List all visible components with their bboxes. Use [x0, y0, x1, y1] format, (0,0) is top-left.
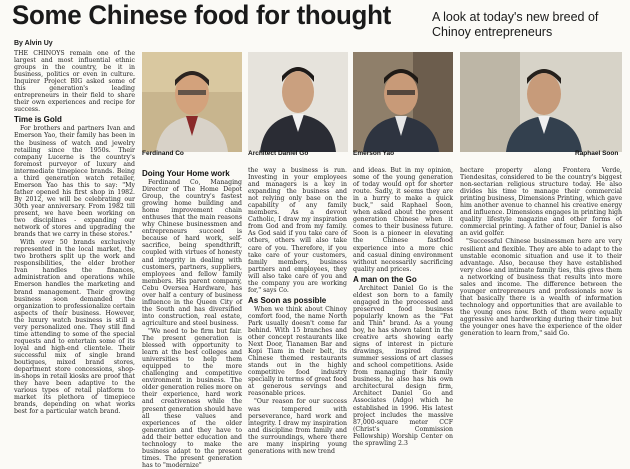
paragraph: With over 50 brands exclusively represented in the local market, the two brothers split up the work and responsibilities, the elder brother Ivan handles the finances, administration and operations while Emerson handles the marketing and brand management. Their growing business soon demanded the organization to professionalize certain aspects of their business. However, the luxury watch business is still a very personalized one. They still find time attending to some of the special requests and to entertain some of its loyal and high-end clientele. Their successful mix of single brand boutiques, mixed brand stores, department store concessions, shop-in-shops in retail kiosks are proof that they have been adaptive to the various types of retail platform to market its plethora of timepiece brands, depending on what works best for a particular watch brand. — [14, 239, 135, 416]
section-heading-man-on-the-go: A man on the Go — [353, 274, 417, 284]
caption-emerson-yao: Emerson Yao — [353, 150, 395, 157]
paragraph: Ferdinand Co, Managing Director of The Home Depot Group, the country's fastest growing home building and home improvement chain enthuses that the main reasons why Chinese businessmen and entrepreneurs succeed is because of hard work, self-sacrifice, being spendthrift, coupled with virtues of honesty and integrity in dealing with customers, partners, suppliers, employees and fellow family members. His parent company, Cebu Oversea Hardware, has over half a century of business influence in the Queen City of the South and has diversified into construction, real estate, agriculture and steel business. — [142, 179, 242, 327]
caption-ferdinand-co: Ferdinand Co — [142, 150, 184, 157]
article-column-2 — [142, 167, 242, 469]
paragraph: "Successful Chinese businessmen here are very resilient and flexible. They are able to adapt to the unstable economic situation and use it to their advantage. Also, because they have established very close and intimate family ties, this gives them a networking of business that results into more sales and income. The difference between the younger entrepreneurs and professionals now is that basically there is a wealth of information technology and opportunities that are available to the young ones now. Both of them were equally aggressive and hardworking during their time but the younger ones have the experience of the older generation to learn from," said Go. — [460, 238, 622, 338]
caption-daniel-go: Architect Daniel Go — [248, 150, 309, 157]
caption-raphael-soon: Raphael Soon — [575, 150, 619, 157]
section-heading-time-is-gold: Time is Gold — [14, 115, 62, 125]
photo-ferdinand-co — [142, 52, 242, 152]
paragraph: the way a business is run. Investing in your employees and managers is a key in expanding the business and not relying only base on the capability of any family members. As a devout Catholic, I draw my inspiration from God and from my family. As God said if you take care of others, others will also take care of you. Therefore, if you take care of your customers, family members, business partners and employees, they will also take care of you and the company you are working for," says Co. — [248, 167, 347, 294]
section-heading-home-work: Doing Your Home work — [142, 169, 230, 178]
byline: By Alvin Uy — [14, 40, 53, 47]
paragraph: hectare property along Frontera Verde, Tiendesitas, considered to be the country's biggest non-sectarian religious structure today. He also divides his time to manage their commercial printing business, Dimensions Printing, which gave him another avenue to channel his creative energy and influence. Dimensions engages in printing high quality lifestyle magazine and other forms of commercial printing. A father of four, Daniel is also an avid golfer. — [460, 167, 623, 238]
article-column-5 — [460, 167, 622, 437]
paragraph: When we think about Chinoy comfort food, the name North Park usually doesn't come far behind. With 15 branches and other concept restaurants like Next Door, Tianamen Bar and Kopi Tiam in their belt, its Chinese themed restaurants stands out in the highly competitive food industry specially in terms of great food at generous servings and reasonable prices. — [248, 305, 347, 398]
section-heading-as-soon-as-possible: As Soon as possible — [248, 295, 327, 305]
photo-daniel-go — [248, 52, 348, 152]
intro-paragraph: THE CHINOYS remain one of the largest and most influential ethnic groups in the country, be it in business, politics or even in culture. Inquirer Project BIG asked some of this generation's leading entrepreneurs in their field to share their own experiences and recipe for success. — [14, 50, 135, 114]
paragraph: and ideas. But in my opinion, some of the young generation of today would opt for shorter route. Sadly, it seems they are in a hurry to make a quick buck," said Raphael Soon, when asked about the present generation Chinese when it comes to their business future. Soon is a pioneer in elevating the Chinese fastfood experience into a more chic and casual dining environment without necessarily sacrificing quality and prices. — [353, 167, 453, 273]
article-column-4 — [353, 167, 453, 447]
photo-emerson-yao — [353, 52, 453, 152]
article-column-1 — [14, 50, 135, 436]
paragraph: Architect Daniel Go is the eldest son born to a family engaged in the processed and preserved food business popularly known as the "Fat and Thin" brand. As a young boy, he has shown talent in the creative arts showing early signs of interest in picture drawings, inspired during summer sessions of art classes and school competitions. Aside from managing their family business, he also has his own architectural design firm, Architect Daniel Go and Associates (Adgo) which he established in 1996. His latest project includes the massive 87,000-square meter CCF (Christ's Commission Fellowship) Worship Center on the sprawling 2.3 — [353, 284, 453, 447]
headline: Some Chinese food for thought — [12, 0, 391, 30]
photo-raphael-soon — [460, 52, 622, 152]
article-column-3 — [248, 167, 347, 455]
paragraph: "Our reason for our success was tempered with perseverance, hard work and integrity. I draw my inspiration and discipline from family and the surroundings, where there are many inspiring young generations with new trend — [248, 398, 347, 455]
paragraph: For brothers and partners Ivan and Emerson Yao, their family has been in the business of watch and jewelry retailing since the 1950s. Their company Lucerne is the country's foremost purveyor of luxury and intermediate timepiece brands. Being a third generation watch retailer, Emerson Yao has this to say: "My father opened his first shop in 1982. By 2012, we will be celebrating our 30th year anniversary. From 1982 till present, we have been working on two disciplines - expanding our network of stores and upgrading the brands that we carry in these stores." — [14, 125, 135, 239]
subhead: A look at today's new breed of Chinoy entrepreneurs — [432, 10, 599, 39]
paragraph: "We need to be firm but fair. The present generation is blessed with opportunity to learn at the best colleges and universities to help them equipped to the more challenging and competitive environment in business. The older generation relies more on their experience, hard work and creativeness while the present generation should have all these values and experiences of the older generation and they have to add their better education and technology to make the business adapt to the present times. The present generation has to "modernize" — [142, 327, 242, 469]
